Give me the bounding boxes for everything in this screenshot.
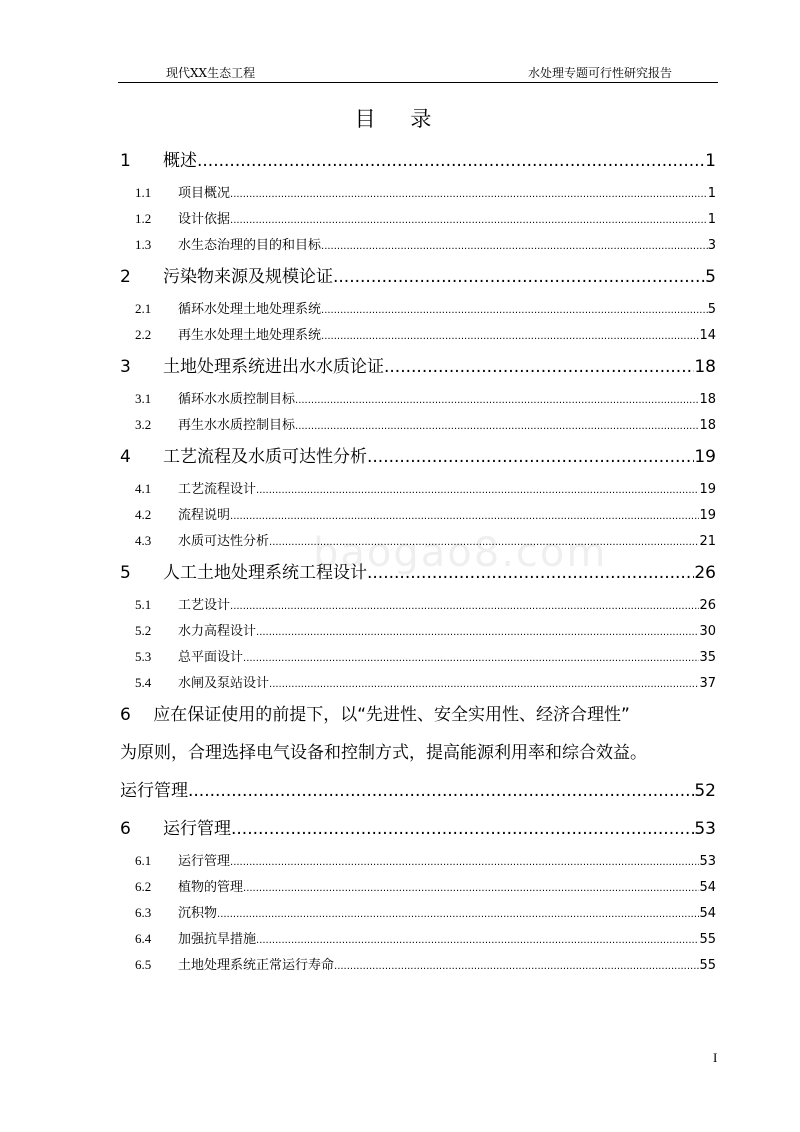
toc-entry-number: 4 (120, 447, 131, 467)
toc-entry-number: 2.1 (135, 301, 152, 316)
toc-entry-subsection[interactable] (120, 874, 716, 900)
toc-entry-section[interactable] (120, 142, 716, 180)
toc-leader-dots (230, 504, 699, 528)
toc-entry-subsection[interactable] (120, 618, 716, 644)
toc-entry-section[interactable] (120, 554, 716, 592)
toc-entry-subsection[interactable] (120, 206, 716, 232)
toc-entry-label: 循环水处理土地处理系统 (178, 302, 322, 317)
toc-entry-label: 工艺流程设计 (178, 482, 257, 497)
toc-leader-dots (197, 142, 705, 180)
toc-entry-label: 循环水水质控制目标 (178, 392, 296, 407)
toc-entry-number: 4.1 (135, 481, 152, 496)
toc-entry-label: 水生态治理的目的和目标 (178, 238, 322, 253)
toc-leader-dots (269, 672, 699, 696)
toc-entry-label: 总平面设计 (178, 650, 244, 665)
toc-leader-dots (295, 388, 699, 412)
toc-entry-page: 21 (699, 534, 716, 549)
toc-leader-dots (367, 438, 694, 476)
toc-entry-subsection[interactable] (120, 848, 716, 874)
toc-entry-number: 5.3 (135, 649, 152, 664)
toc-leader-dots (334, 954, 699, 978)
toc-entry-page: 19 (699, 508, 716, 523)
toc-entry-page: 26 (699, 598, 716, 613)
toc-entry-page: 54 (699, 880, 716, 895)
toc-entry-number: 3.2 (135, 417, 152, 432)
toc-leader-dots (384, 348, 694, 386)
toc-leader-dots (243, 876, 699, 900)
toc-entry-subsection[interactable] (120, 180, 716, 206)
toc-entry-section[interactable] (120, 772, 716, 810)
toc-entry-number: 1.1 (135, 185, 152, 200)
toc-leader-dots (333, 258, 705, 296)
toc-leader-dots (321, 234, 708, 258)
toc-entry-label: 土地处理系统进出水水质论证 (163, 357, 384, 377)
toc-leader-dots (230, 594, 699, 618)
toc-entry-number: 6.4 (135, 931, 152, 946)
toc-entry-page: 19 (694, 447, 716, 467)
toc-entry-number: 6.2 (135, 879, 152, 894)
toc-entry-page: 14 (699, 328, 716, 343)
toc-leader-dots (269, 530, 699, 554)
toc-entry-label: 水闸及泵站设计 (178, 676, 270, 691)
toc-entry-number: 5.2 (135, 623, 152, 638)
toc-entry-subsection[interactable] (120, 232, 716, 258)
toc-entry-number: 1.2 (135, 211, 152, 226)
toc-entry-subsection[interactable] (120, 296, 716, 322)
toc-entry-page: 55 (699, 958, 716, 973)
toc-entry-page: 1 (707, 212, 716, 227)
toc-entry-number: 4.2 (135, 507, 152, 522)
toc-entry-subsection[interactable] (120, 952, 716, 978)
toc-leader-dots (231, 810, 694, 848)
toc-entry-subsection[interactable] (120, 592, 716, 618)
toc-entry-page: 5 (705, 267, 716, 287)
toc-leader-dots (321, 298, 708, 322)
table-of-contents (120, 142, 716, 978)
toc-entry-section[interactable] (120, 438, 716, 476)
toc-entry-label: 加强抗旱措施 (178, 932, 257, 947)
toc-entry-label: 水质可达性分析 (178, 534, 270, 549)
toc-entry-number: 5.4 (135, 675, 152, 690)
toc-entry-label: 工艺流程及水质可达性分析 (163, 447, 367, 467)
page-header (118, 60, 718, 83)
header-left-text: 现代XX生态工程 (166, 66, 256, 80)
toc-entry-subsection[interactable] (120, 502, 716, 528)
toc-entry-number: 3 (120, 357, 131, 377)
toc-entry-page: 35 (699, 650, 716, 665)
toc-entry-label: 设计依据 (178, 212, 231, 227)
toc-entry-page: 54 (699, 906, 716, 921)
toc-leader-dots (230, 850, 699, 874)
toc-entry-number: 3.1 (135, 391, 152, 406)
toc-entry-page: 26 (694, 563, 716, 583)
page-number: I (713, 1050, 718, 1065)
toc-entry-page: 19 (699, 482, 716, 497)
toc-entry-page: 37 (699, 676, 716, 691)
toc-entry-subsection[interactable] (120, 644, 716, 670)
toc-entry-subsection[interactable] (120, 412, 716, 438)
toc-entry-subsection[interactable] (120, 528, 716, 554)
toc-entry-page: 3 (707, 238, 716, 253)
toc-entry-page: 30 (699, 624, 716, 639)
toc-leader-dots (256, 928, 699, 952)
toc-title: 目 录 (354, 107, 446, 131)
toc-paragraph-line: 6 应在保证使用的前提下，以“先进性、安全实用性、经济合理性” (120, 705, 630, 725)
toc-entry-page: 5 (707, 302, 716, 317)
header-right-text: 水处理专题可行性研究报告 (527, 66, 672, 80)
toc-entry-page: 53 (699, 854, 716, 869)
toc-leader-dots (230, 182, 708, 206)
toc-entry-label: 再生水处理土地处理系统 (178, 328, 322, 343)
toc-entry-label: 植物的管理 (178, 880, 244, 895)
toc-entry-label: 再生水水质控制目标 (178, 418, 296, 433)
toc-entry-number: 2 (120, 267, 131, 287)
toc-entry-page: 18 (694, 357, 716, 377)
toc-entry-page: 1 (705, 151, 716, 171)
toc-leader-dots (367, 554, 694, 592)
toc-entry-subsection[interactable] (120, 386, 716, 412)
toc-entry-label: 项目概况 (178, 186, 231, 201)
toc-paragraph-line: 为原则，合理选择电气设备和控制方式，提高能源利用率和综合效益。 (120, 743, 647, 763)
toc-entry-subsection[interactable] (120, 926, 716, 952)
toc-entry-number: 1 (120, 151, 131, 171)
toc-entry-label: 水力高程设计 (178, 624, 257, 639)
toc-entry-subsection[interactable] (120, 670, 716, 696)
toc-entry-page: 1 (707, 186, 716, 201)
toc-entry-label: 运行管理 (163, 819, 231, 839)
toc-entry-number: 4.3 (135, 533, 152, 548)
toc-entry-subsection[interactable] (120, 900, 716, 926)
toc-entry-number: 1.3 (135, 237, 152, 252)
toc-entry-number: 2.2 (135, 327, 152, 342)
toc-entry-number: 5.1 (135, 597, 152, 612)
toc-leader-dots (188, 772, 694, 810)
toc-entry-label: 工艺设计 (178, 598, 231, 613)
toc-entry-label: 土地处理系统正常运行寿命 (178, 958, 335, 973)
toc-leader-dots (256, 478, 699, 502)
toc-entry-number: 6.5 (135, 957, 152, 972)
toc-entry-label: 污染物来源及规模论证 (163, 267, 333, 287)
toc-entry-page: 55 (699, 932, 716, 947)
toc-entry-number: 6 (120, 819, 131, 839)
toc-entry-label: 概述 (163, 151, 197, 171)
toc-entry-section[interactable] (120, 258, 716, 296)
toc-leader-dots (295, 414, 699, 438)
toc-leader-dots (217, 902, 699, 926)
toc-entry-number: 6.1 (135, 853, 152, 868)
toc-entry-label: 沉积物 (178, 906, 218, 921)
toc-entry-subsection[interactable] (120, 476, 716, 502)
toc-entry-page: 52 (694, 781, 716, 801)
toc-entry-label: 运行管理 (178, 854, 231, 869)
toc-entry-section[interactable] (120, 348, 716, 386)
toc-entry-number: 5 (120, 563, 131, 583)
toc-entry-label: 流程说明 (178, 508, 231, 523)
watermark: baogao8.com (313, 530, 608, 576)
toc-entry-page: 18 (699, 392, 716, 407)
toc-entry-section[interactable] (120, 810, 716, 848)
toc-entry-label: 运行管理 (120, 781, 188, 801)
toc-leader-dots (256, 620, 699, 644)
toc-entry-page: 18 (699, 418, 716, 433)
toc-entry-subsection[interactable] (120, 322, 716, 348)
toc-entry-label: 人工土地处理系统工程设计 (163, 563, 367, 583)
toc-leader-dots (243, 646, 699, 670)
toc-entry-page: 53 (694, 819, 716, 839)
toc-leader-dots (230, 208, 708, 232)
toc-leader-dots (321, 324, 699, 348)
toc-entry-number: 6.3 (135, 905, 152, 920)
